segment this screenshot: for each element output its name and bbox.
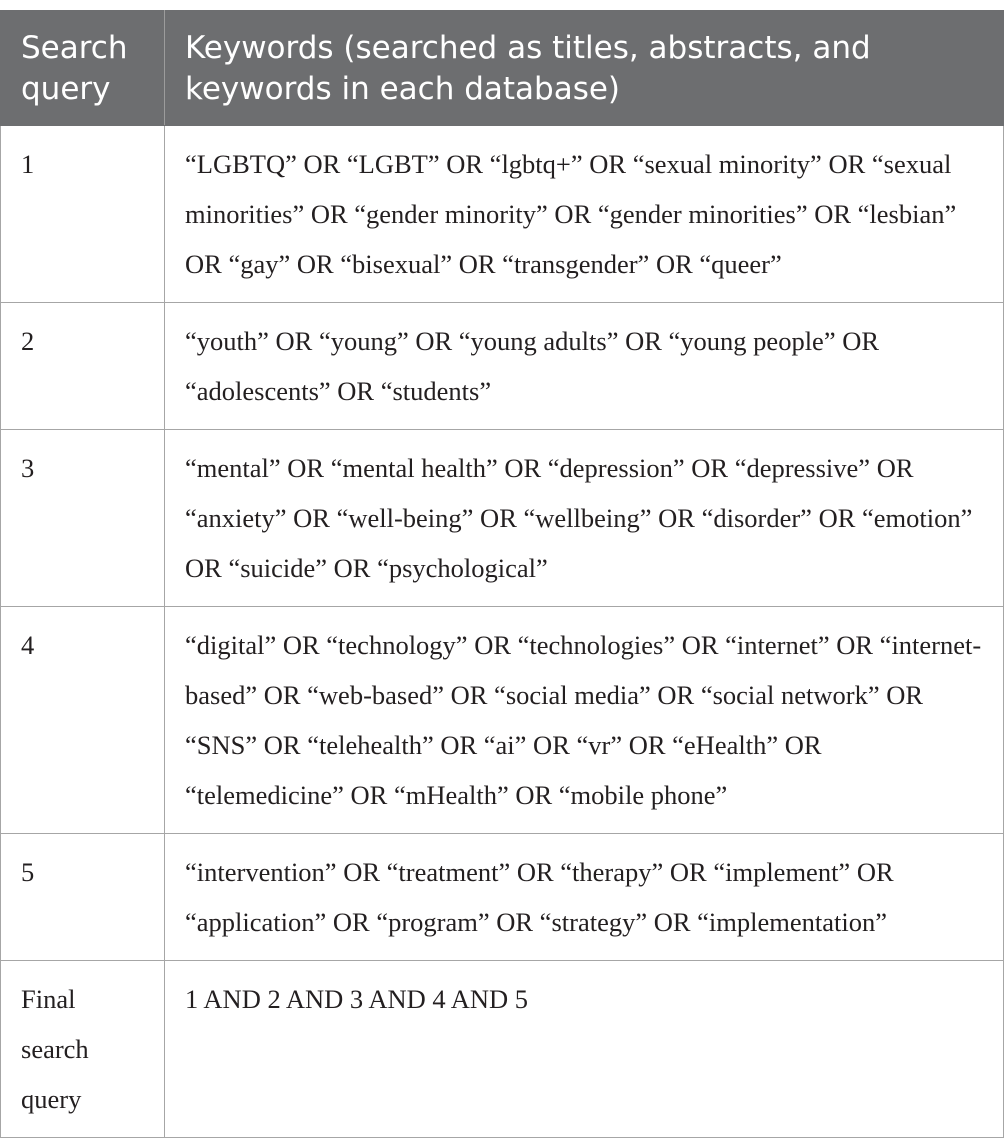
query-number-cell: 4 [1, 607, 165, 834]
query-number-cell: 2 [1, 303, 165, 430]
final-query-cell: 1 AND 2 AND 3 AND 4 AND 5 [165, 961, 1004, 1138]
table-header [1, 11, 1004, 126]
keywords-cell: “digital” OR “technology” OR “technologies” OR “internet” OR “internet-based” OR “web-based” OR “social media” OR “social network” OR “SNS” OR “telehealth” OR “ai” OR “vr” OR “eHealth” OR “telemedicine” OR “mHealth” OR “mobile phone” [165, 607, 1004, 834]
query-number-cell: 5 [1, 834, 165, 961]
keywords-cell: “LGBTQ” OR “LGBT” OR “lgbtq+” OR “sexual minority” OR “sexual minorities” OR “gender minority” OR “gender minorities” OR “lesbian” OR “gay” OR “bisexual” OR “transgender” OR “queer” [165, 126, 1004, 303]
query-number-cell: 1 [1, 126, 165, 303]
table-body [1, 126, 1004, 1138]
table-row-final [1, 961, 1004, 1138]
header-search-query: Search query [1, 11, 165, 126]
table-row [1, 126, 1004, 303]
table-row [1, 430, 1004, 607]
table-row [1, 607, 1004, 834]
table-row [1, 303, 1004, 430]
keywords-cell: “youth” OR “young” OR “young adults” OR “young people” OR “adolescents” OR “students” [165, 303, 1004, 430]
header-keywords: Keywords (searched as titles, abstracts, and keywords in each database) [165, 11, 1004, 126]
query-number-cell: 3 [1, 430, 165, 607]
search-query-table [0, 10, 1004, 1138]
final-query-label-cell: Final search query [1, 961, 165, 1138]
keywords-cell: “intervention” OR “treatment” OR “therapy” OR “implement” OR “application” OR “program” OR “strategy” OR “implementation” [165, 834, 1004, 961]
table-row [1, 834, 1004, 961]
keywords-cell: “mental” OR “mental health” OR “depression” OR “depressive” OR “anxiety” OR “well-being” OR “wellbeing” OR “disorder” OR “emotion” OR “suicide” OR “psychological” [165, 430, 1004, 607]
header-row [1, 11, 1004, 126]
